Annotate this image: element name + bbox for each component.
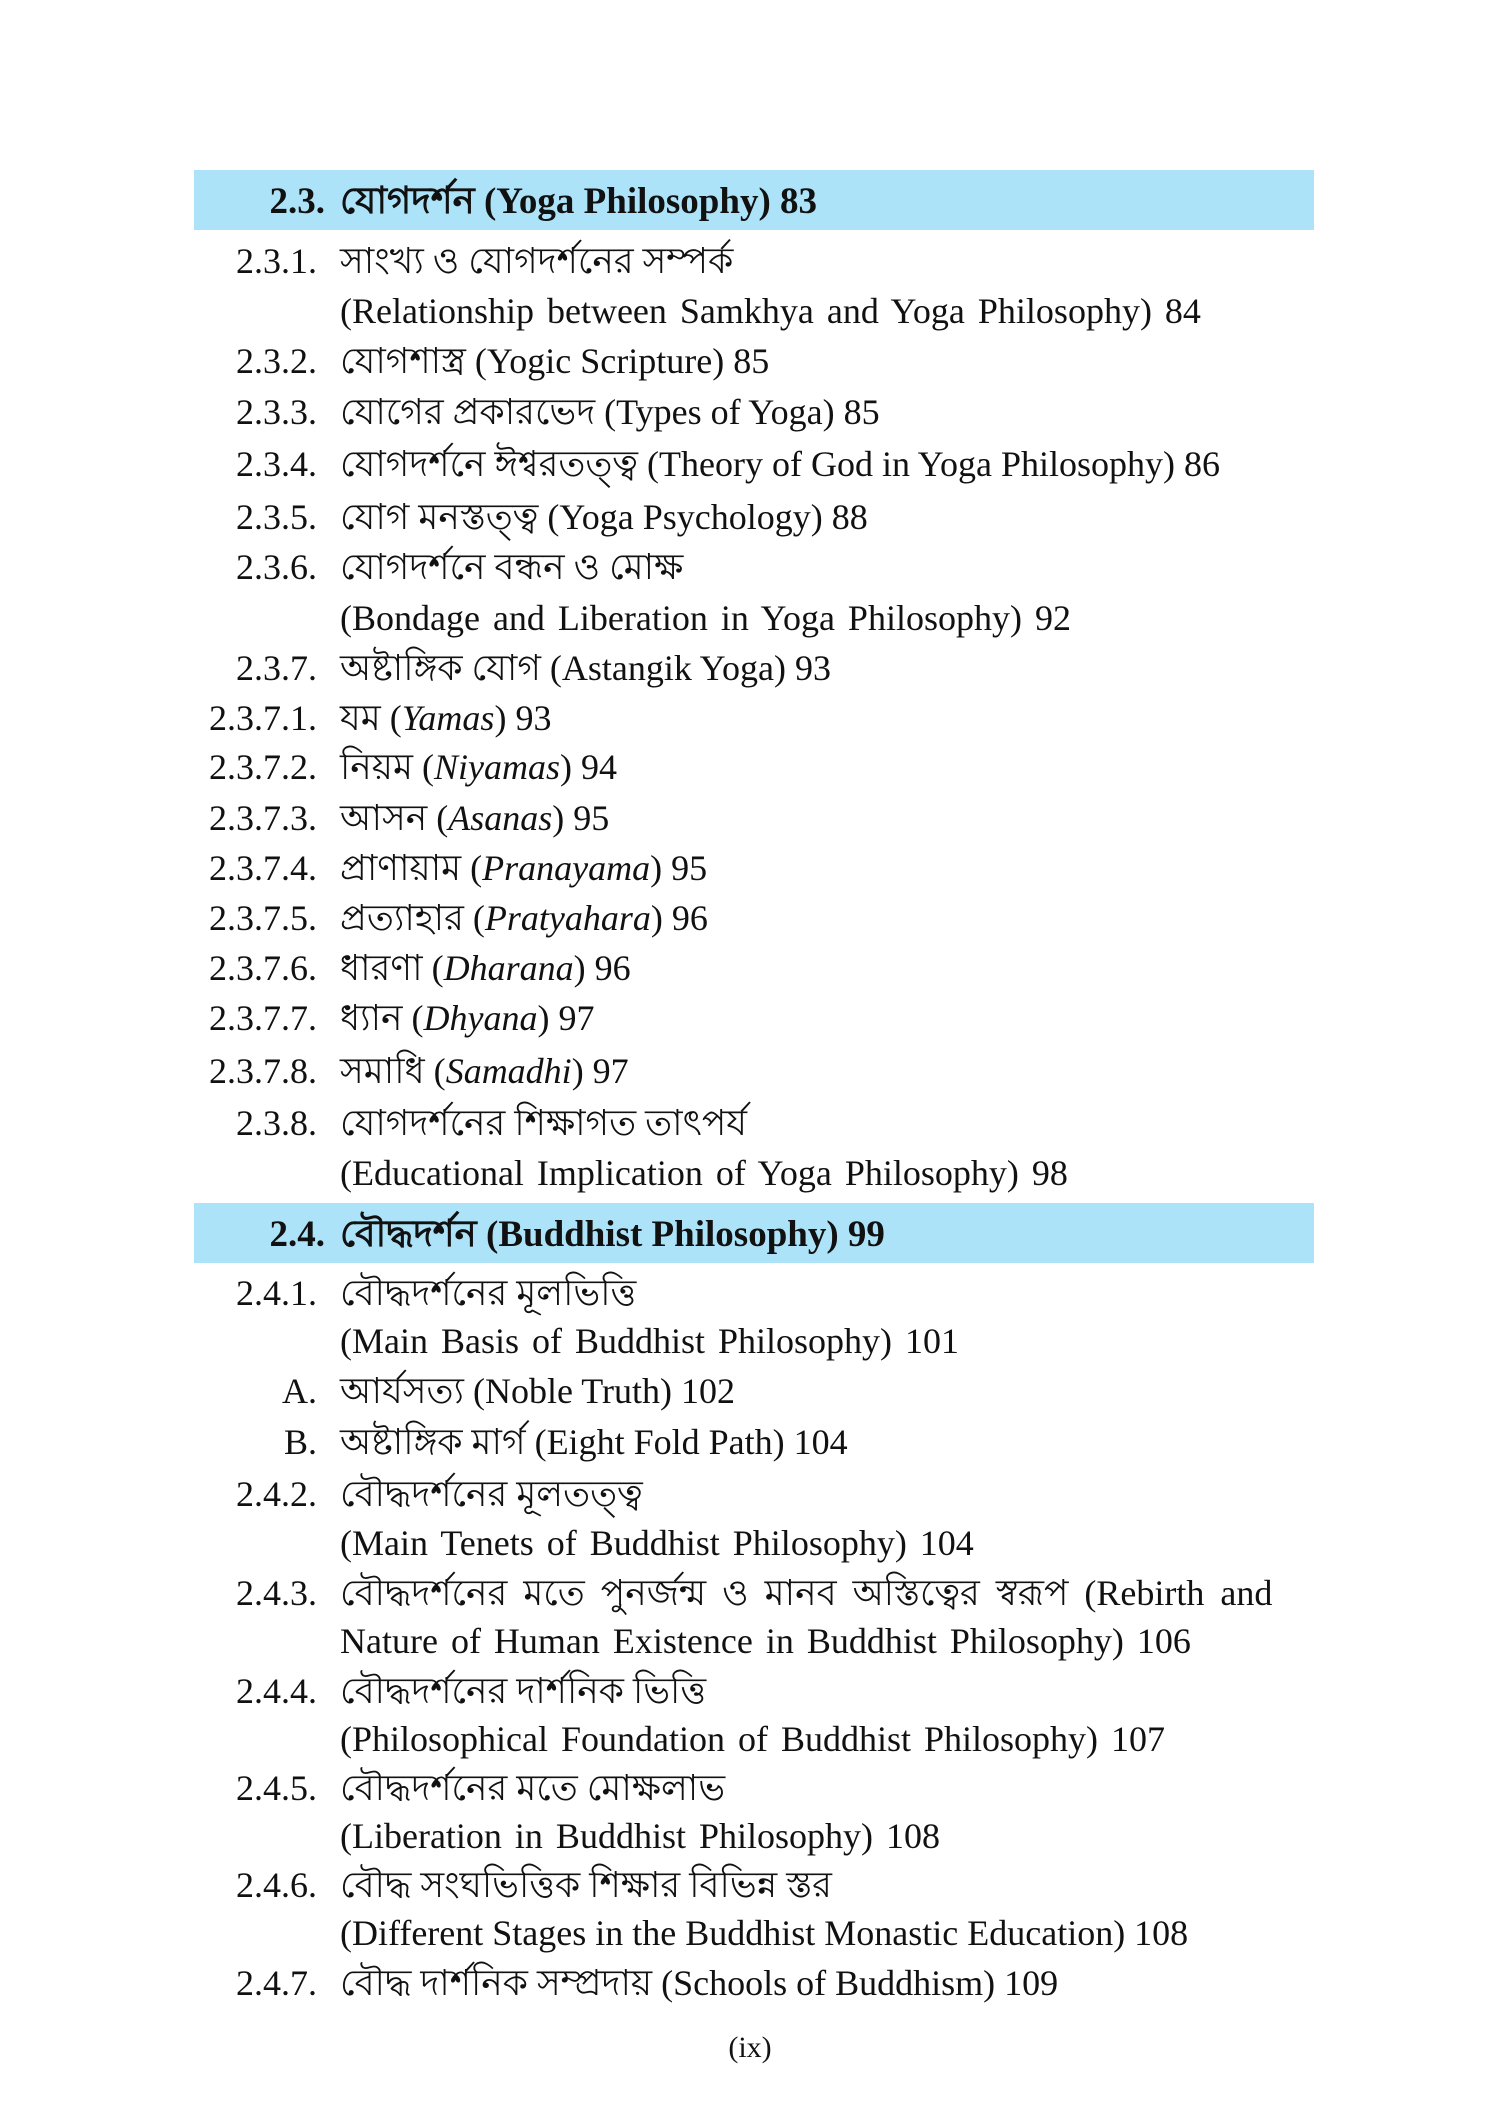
entry-number: 2.4.7. <box>236 1963 317 2003</box>
section-title: বৌদ্ধদর্শন (Buddhist Philosophy) 99 <box>340 1214 885 1255</box>
entry-title: ধারণা (Dharana) 96 <box>340 948 631 988</box>
toc-entry[interactable] <box>0 1268 1500 1318</box>
toc-entry-continuation <box>0 1316 1500 1366</box>
toc-entry-continuation <box>0 1811 1500 1861</box>
toc-entry-continuation <box>0 1616 1500 1666</box>
entry-number: 2.3.7.7. <box>209 998 317 1038</box>
toc-entry-continuation <box>0 593 1500 643</box>
toc-entry[interactable] <box>0 1098 1500 1148</box>
entry-title: যম (Yamas) 93 <box>340 698 552 738</box>
entry-title: (Different Stages in the Buddhist Monastic Education) 108 <box>340 1913 1189 1953</box>
toc-entry-continuation <box>0 1148 1500 1198</box>
toc-entry[interactable] <box>0 336 1500 386</box>
entry-title: যোগের প্রকারভেদ (Types of Yoga) 85 <box>340 392 880 432</box>
entry-title: আসন (Asanas) 95 <box>340 798 610 838</box>
toc-entry[interactable] <box>0 1469 1500 1519</box>
entry-number: 2.3.7.5. <box>209 898 317 938</box>
entry-title: বৌদ্ধদর্শনের মতে মোক্ষলাভ <box>340 1768 726 1808</box>
entry-number: 2.3.7.6. <box>209 948 317 988</box>
toc-entry-continuation <box>0 286 1500 336</box>
section-number: 2.3. <box>269 181 325 222</box>
entry-title: বৌদ্ধ সংঘভিত্তিক শিক্ষার বিভিন্ন স্তর <box>340 1865 832 1905</box>
entry-title: যোগদর্শনে বন্ধন ও মোক্ষ <box>340 547 684 587</box>
toc-entry[interactable] <box>0 1958 1500 2008</box>
toc-subentry[interactable] <box>0 893 1500 943</box>
toc-entry[interactable] <box>0 236 1500 286</box>
page-number: (ix) <box>728 2031 772 2064</box>
entry-title: আর্যসত্য (Noble Truth) 102 <box>340 1371 735 1411</box>
entry-number: 2.3.7. <box>236 648 317 688</box>
entry-number: 2.4.6. <box>236 1865 317 1905</box>
entry-number: 2.3.1. <box>236 241 317 281</box>
toc-subentry[interactable] <box>0 1046 1500 1096</box>
entry-title: প্রত্যাহার (Pratyahara) 96 <box>340 898 708 938</box>
toc-entry[interactable] <box>0 439 1500 489</box>
entry-number: 2.3.2. <box>236 341 317 381</box>
toc-entry[interactable] <box>0 542 1500 592</box>
toc-subentry[interactable] <box>0 793 1500 843</box>
entry-title: (Bondage and Liberation in Yoga Philosophy) 92 <box>340 598 1071 638</box>
toc-subentry[interactable] <box>0 693 1500 743</box>
entry-number: 2.3.7.2. <box>209 747 317 787</box>
section-number: 2.4. <box>269 1214 325 1255</box>
toc-entry[interactable] <box>0 1763 1500 1813</box>
entry-title: (Educational Implication of Yoga Philosophy) 98 <box>340 1153 1068 1193</box>
entry-title: ধ্যান (Dhyana) 97 <box>340 998 595 1038</box>
entry-title: Nature of Human Existence in Buddhist Philosophy) 106 <box>340 1621 1191 1661</box>
entry-number: 2.4.3. <box>236 1573 317 1613</box>
entry-number: 2.3.6. <box>236 547 317 587</box>
toc-entry[interactable] <box>0 643 1500 693</box>
entry-title: (Main Tenets of Buddhist Philosophy) 104 <box>340 1523 974 1563</box>
toc-entry[interactable] <box>0 1666 1500 1716</box>
section-heading-buddhist[interactable] <box>0 1210 1500 1260</box>
entry-number: 2.3.3. <box>236 392 317 432</box>
entry-title: অষ্টাঙ্গিক যোগ (Astangik Yoga) 93 <box>340 648 831 688</box>
toc-subentry[interactable] <box>0 943 1500 993</box>
toc-subentry[interactable] <box>0 1417 1500 1467</box>
entry-title: সাংখ্য ও যোগদর্শনের সম্পর্ক <box>340 241 734 281</box>
section-heading-yoga[interactable] <box>0 177 1500 227</box>
entry-title: (Main Basis of Buddhist Philosophy) 101 <box>340 1321 960 1361</box>
entry-title: সমাধি (Samadhi) 97 <box>340 1051 629 1091</box>
entry-title: যোগশাস্ত্র (Yogic Scripture) 85 <box>340 341 770 381</box>
entry-number: 2.3.5. <box>236 497 317 537</box>
entry-number: 2.3.7.1. <box>209 698 317 738</box>
entry-title: (Relationship between Samkhya and Yoga Philosophy) 84 <box>340 291 1201 331</box>
entry-number: 2.3.7.3. <box>209 798 317 838</box>
entry-number: B. <box>283 1422 317 1462</box>
toc-entry[interactable] <box>0 1860 1500 1910</box>
entry-title: অষ্টাঙ্গিক মার্গ (Eight Fold Path) 104 <box>340 1422 848 1462</box>
entry-number: 2.4.4. <box>236 1671 317 1711</box>
toc-subentry[interactable] <box>0 993 1500 1043</box>
toc-entry-continuation <box>0 1908 1500 1958</box>
entry-number: 2.4.5. <box>236 1768 317 1808</box>
toc-entry[interactable] <box>0 387 1500 437</box>
toc-subentry[interactable] <box>0 843 1500 893</box>
entry-title: বৌদ্ধ দার্শনিক সম্প্রদায় (Schools of Buddhism) 109 <box>340 1963 1059 2003</box>
toc-subentry[interactable] <box>0 742 1500 792</box>
entry-title: বৌদ্ধদর্শনের দার্শনিক ভিত্তি <box>340 1671 707 1711</box>
section-title: যোগদর্শন (Yoga Philosophy) 83 <box>340 181 818 222</box>
entry-number: 2.3.7.8. <box>209 1051 317 1091</box>
entry-title: যোগ মনস্তত্ত্ব (Yoga Psychology) 88 <box>340 497 868 537</box>
toc-entry-continuation <box>0 1714 1500 1764</box>
entry-number: 2.3.4. <box>236 444 317 484</box>
entry-number: 2.3.8. <box>236 1103 317 1143</box>
entry-title: নিয়ম (Niyamas) 94 <box>340 747 617 787</box>
toc-entry[interactable] <box>0 492 1500 542</box>
entry-number: 2.4.1. <box>236 1273 317 1313</box>
toc-entry[interactable] <box>0 1568 1500 1618</box>
entry-title: যোগদর্শনে ঈশ্বরতত্ত্ব (Theory of God in Yoga Philosophy) 86 <box>340 444 1221 484</box>
entry-title: প্রাণায়াম (Pranayama) 95 <box>340 848 708 888</box>
entry-title: বৌদ্ধদর্শনের মতে পুনর্জন্ম ও মানব অস্তিত্বের স্বরূপ (Rebirth and <box>340 1573 1273 1613</box>
entry-title: বৌদ্ধদর্শনের মূলতত্ত্ব <box>340 1474 643 1514</box>
toc-entry-continuation <box>0 1518 1500 1568</box>
entry-number: 2.3.7.4. <box>209 848 317 888</box>
toc-subentry[interactable] <box>0 1366 1500 1416</box>
entry-title: (Philosophical Foundation of Buddhist Philosophy) 107 <box>340 1719 1166 1759</box>
entry-title: বৌদ্ধদর্শনের মূলভিত্তি <box>340 1273 637 1313</box>
entry-number: A. <box>282 1371 317 1411</box>
entry-title: যোগদর্শনের শিক্ষাগত তাৎপর্য <box>340 1103 748 1143</box>
entry-title: (Liberation in Buddhist Philosophy) 108 <box>340 1816 940 1856</box>
entry-number: 2.4.2. <box>236 1474 317 1514</box>
